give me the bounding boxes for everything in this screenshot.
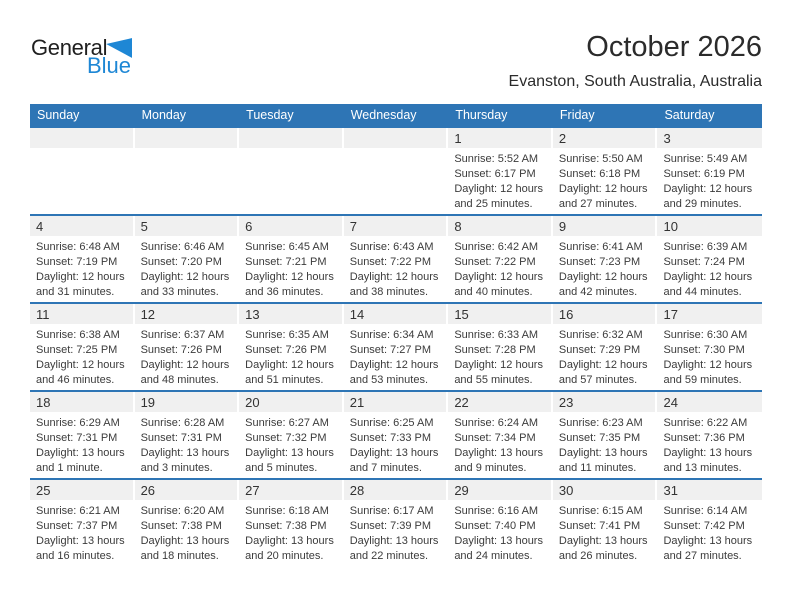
- day-cell: [30, 392, 135, 478]
- day-detail-line: Daylight: 12 hours: [140, 271, 230, 283]
- day-details: [657, 148, 762, 212]
- day-detail-line: Sunrise: 6:30 AM: [663, 329, 748, 341]
- day-detail-line: Sunset: 7:28 PM: [454, 344, 536, 356]
- day-details: [553, 500, 658, 564]
- day-number: 29: [448, 480, 551, 500]
- day-detail-line: Daylight: 13 hours: [245, 447, 334, 459]
- day-details: [553, 148, 658, 212]
- day-number: 5: [135, 216, 238, 236]
- day-cell: [657, 304, 762, 390]
- day-detail-line: Sunset: 7:37 PM: [36, 520, 118, 532]
- day-detail-line: and 40 minutes.: [454, 286, 533, 298]
- day-details: [239, 148, 344, 152]
- day-detail-line: and 18 minutes.: [140, 550, 219, 562]
- day-details: [448, 236, 553, 300]
- day-number: 23: [553, 392, 656, 412]
- day-cell: [135, 304, 240, 390]
- day-detail-line: Sunset: 7:22 PM: [454, 256, 536, 268]
- day-detail-line: Sunrise: 6:42 AM: [454, 241, 539, 253]
- week-row: [30, 126, 762, 214]
- logo-text-general: General: [31, 35, 108, 60]
- day-detail-line: Sunrise: 6:43 AM: [349, 241, 434, 253]
- day-detail-line: and 36 minutes.: [245, 286, 324, 298]
- day-detail-line: Daylight: 12 hours: [663, 271, 753, 283]
- day-detail-line: Sunrise: 5:52 AM: [454, 153, 539, 165]
- day-cell-empty: [135, 128, 240, 214]
- day-detail-line: Sunrise: 6:15 AM: [558, 505, 643, 517]
- day-detail-line: and 33 minutes.: [140, 286, 219, 298]
- day-detail-line: Sunset: 7:26 PM: [245, 344, 327, 356]
- day-detail-line: Daylight: 12 hours: [245, 359, 334, 371]
- day-cell: [657, 392, 762, 478]
- day-detail-line: Sunset: 7:26 PM: [140, 344, 222, 356]
- day-detail-line: Daylight: 12 hours: [454, 183, 543, 195]
- day-details: [448, 500, 553, 564]
- day-detail-line: Sunset: 7:31 PM: [140, 432, 222, 444]
- day-cell: [135, 392, 240, 478]
- day-detail-line: Daylight: 12 hours: [454, 271, 543, 283]
- day-cell: [448, 304, 553, 390]
- day-number: 1: [448, 128, 551, 148]
- day-number: 30: [553, 480, 656, 500]
- day-detail-line: Sunrise: 6:33 AM: [454, 329, 539, 341]
- day-detail-line: and 53 minutes.: [349, 374, 429, 386]
- day-details: [657, 500, 762, 564]
- calendar: [30, 104, 762, 566]
- day-number: [344, 128, 447, 148]
- day-number: 16: [553, 304, 656, 324]
- weekday-header-monday: Monday: [141, 108, 187, 122]
- day-details: [239, 500, 344, 564]
- day-cell: [553, 216, 658, 302]
- week-row: [30, 302, 762, 390]
- day-detail-line: Sunset: 7:38 PM: [140, 520, 222, 532]
- day-number: [135, 128, 238, 148]
- day-number: 27: [239, 480, 342, 500]
- day-number: 17: [657, 304, 762, 324]
- weekday-header-tuesday: Tuesday: [246, 108, 294, 122]
- day-number: 10: [657, 216, 762, 236]
- day-detail-line: Daylight: 12 hours: [558, 183, 648, 195]
- day-detail-line: Sunrise: 5:49 AM: [663, 153, 748, 165]
- day-details: [553, 324, 658, 388]
- day-number: 20: [239, 392, 342, 412]
- day-cell: [448, 216, 553, 302]
- day-cell: [448, 392, 553, 478]
- day-number: 2: [553, 128, 656, 148]
- day-detail-line: Sunrise: 6:27 AM: [245, 417, 329, 429]
- day-detail-line: Sunrise: 6:24 AM: [454, 417, 539, 429]
- day-number: [239, 128, 342, 148]
- day-detail-line: Daylight: 13 hours: [36, 535, 125, 547]
- day-detail-line: Sunset: 7:40 PM: [454, 520, 536, 532]
- day-detail-line: Sunset: 6:19 PM: [663, 168, 745, 180]
- day-details: [553, 236, 658, 300]
- day-detail-line: Sunrise: 6:16 AM: [454, 505, 539, 517]
- day-details: [30, 500, 135, 564]
- day-detail-line: and 1 minute.: [36, 462, 103, 474]
- day-detail-line: Sunset: 7:23 PM: [558, 256, 641, 268]
- day-detail-line: Sunrise: 6:25 AM: [349, 417, 434, 429]
- day-detail-line: Daylight: 13 hours: [663, 447, 753, 459]
- day-cell: [553, 128, 658, 214]
- day-details: [448, 324, 553, 388]
- day-detail-line: Sunrise: 6:17 AM: [349, 505, 434, 517]
- day-number: 18: [30, 392, 133, 412]
- day-details: [239, 412, 344, 476]
- day-detail-line: and 9 minutes.: [454, 462, 527, 474]
- day-detail-line: Sunrise: 6:45 AM: [245, 241, 329, 253]
- day-detail-line: Sunset: 7:41 PM: [558, 520, 641, 532]
- day-cell: [344, 392, 449, 478]
- day-details: [344, 324, 449, 388]
- day-details: [657, 412, 762, 476]
- day-cell: [448, 480, 553, 566]
- day-detail-line: Sunrise: 6:29 AM: [36, 417, 120, 429]
- day-detail-line: and 27 minutes.: [663, 550, 742, 562]
- day-detail-line: Daylight: 13 hours: [140, 447, 230, 459]
- day-number: 28: [344, 480, 447, 500]
- day-detail-line: and 59 minutes.: [663, 374, 742, 386]
- day-number: 25: [30, 480, 133, 500]
- day-number: 12: [135, 304, 238, 324]
- day-detail-line: and 31 minutes.: [36, 286, 115, 298]
- day-number: 14: [344, 304, 447, 324]
- day-cell-empty: [344, 128, 449, 214]
- day-number: 26: [135, 480, 238, 500]
- day-number: 24: [657, 392, 762, 412]
- day-number: 7: [344, 216, 447, 236]
- day-details: [30, 148, 135, 152]
- day-detail-line: and 16 minutes.: [36, 550, 115, 562]
- weekday-header-thursday: Thursday: [455, 108, 508, 122]
- day-cell: [344, 304, 449, 390]
- day-number: [30, 128, 133, 148]
- week-row: [30, 478, 762, 566]
- day-details: [30, 412, 135, 476]
- weekday-header-friday: Friday: [559, 108, 595, 122]
- day-detail-line: and 3 minutes.: [140, 462, 213, 474]
- day-detail-line: and 51 minutes.: [245, 374, 324, 386]
- day-detail-line: Daylight: 13 hours: [558, 535, 648, 547]
- day-details: [344, 236, 449, 300]
- day-details: [135, 148, 240, 152]
- day-detail-line: Sunrise: 6:37 AM: [140, 329, 225, 341]
- day-detail-line: Sunset: 7:33 PM: [349, 432, 432, 444]
- day-number: 6: [239, 216, 342, 236]
- day-detail-line: Sunrise: 6:20 AM: [140, 505, 225, 517]
- day-detail-line: Sunset: 7:39 PM: [349, 520, 432, 532]
- day-detail-line: and 55 minutes.: [454, 374, 533, 386]
- day-number: 31: [657, 480, 762, 500]
- weekday-header-sunday: Sunday: [37, 108, 80, 122]
- day-detail-line: Sunrise: 5:50 AM: [558, 153, 643, 165]
- day-cell: [553, 480, 658, 566]
- week-row: [30, 214, 762, 302]
- day-detail-line: Daylight: 12 hours: [558, 359, 648, 371]
- day-detail-line: Daylight: 13 hours: [663, 535, 753, 547]
- day-detail-line: Daylight: 12 hours: [558, 271, 648, 283]
- day-details: [135, 500, 240, 564]
- day-cell: [239, 216, 344, 302]
- day-cell: [344, 216, 449, 302]
- day-detail-line: Sunrise: 6:46 AM: [140, 241, 225, 253]
- day-detail-line: Sunrise: 6:48 AM: [36, 241, 120, 253]
- day-detail-line: Daylight: 12 hours: [663, 183, 753, 195]
- day-detail-line: Daylight: 12 hours: [36, 271, 125, 283]
- day-detail-line: Daylight: 12 hours: [349, 271, 439, 283]
- day-number: 3: [657, 128, 762, 148]
- day-detail-line: and 7 minutes.: [349, 462, 422, 474]
- day-detail-line: Daylight: 13 hours: [349, 447, 439, 459]
- day-cell-empty: [239, 128, 344, 214]
- day-detail-line: Sunset: 7:21 PM: [245, 256, 327, 268]
- day-details: [344, 412, 449, 476]
- day-details: [657, 324, 762, 388]
- day-detail-line: Sunrise: 6:21 AM: [36, 505, 120, 517]
- day-cell: [135, 480, 240, 566]
- day-cell: [657, 128, 762, 214]
- day-detail-line: and 25 minutes.: [454, 198, 533, 210]
- day-details: [344, 500, 449, 564]
- day-detail-line: Sunrise: 6:39 AM: [663, 241, 748, 253]
- day-detail-line: and 13 minutes.: [663, 462, 742, 474]
- day-detail-line: and 44 minutes.: [663, 286, 742, 298]
- day-cell-empty: [30, 128, 135, 214]
- month-title: October 2026: [586, 31, 762, 63]
- weekday-header-wednesday: Wednesday: [350, 108, 417, 122]
- generalblue-logo: [31, 37, 132, 77]
- day-details: [553, 412, 658, 476]
- day-detail-line: Daylight: 13 hours: [349, 535, 439, 547]
- day-detail-line: and 48 minutes.: [140, 374, 219, 386]
- day-detail-line: Sunrise: 6:41 AM: [558, 241, 643, 253]
- day-detail-line: Sunset: 7:19 PM: [36, 256, 118, 268]
- day-detail-line: and 26 minutes.: [558, 550, 638, 562]
- day-detail-line: Sunset: 7:20 PM: [140, 256, 222, 268]
- day-detail-line: Daylight: 13 hours: [558, 447, 648, 459]
- day-detail-line: and 22 minutes.: [349, 550, 429, 562]
- day-details: [30, 236, 135, 300]
- day-details: [135, 236, 240, 300]
- day-detail-line: Sunset: 7:29 PM: [558, 344, 641, 356]
- day-detail-line: Sunset: 7:36 PM: [663, 432, 745, 444]
- day-detail-line: and 29 minutes.: [663, 198, 742, 210]
- day-number: 13: [239, 304, 342, 324]
- logo-text-blue: Blue: [87, 53, 132, 78]
- day-detail-line: Sunrise: 6:35 AM: [245, 329, 329, 341]
- day-details: [135, 412, 240, 476]
- day-detail-line: Sunset: 7:31 PM: [36, 432, 118, 444]
- day-cell: [239, 392, 344, 478]
- day-detail-line: Sunset: 7:35 PM: [558, 432, 641, 444]
- day-cell: [657, 480, 762, 566]
- day-number: 15: [448, 304, 551, 324]
- day-detail-line: Daylight: 13 hours: [454, 447, 543, 459]
- day-detail-line: Sunset: 7:27 PM: [349, 344, 432, 356]
- day-detail-line: Sunrise: 6:34 AM: [349, 329, 434, 341]
- day-detail-line: Daylight: 13 hours: [36, 447, 125, 459]
- day-detail-line: Sunset: 7:25 PM: [36, 344, 118, 356]
- day-detail-line: Daylight: 13 hours: [454, 535, 543, 547]
- day-detail-line: Sunset: 7:30 PM: [663, 344, 745, 356]
- day-cell: [30, 304, 135, 390]
- day-detail-line: Daylight: 12 hours: [36, 359, 125, 371]
- title-block: [509, 32, 762, 91]
- day-number: 8: [448, 216, 551, 236]
- day-cell: [657, 216, 762, 302]
- day-details: [448, 412, 553, 476]
- day-details: [344, 148, 449, 152]
- day-detail-line: and 20 minutes.: [245, 550, 324, 562]
- day-cell: [239, 304, 344, 390]
- day-detail-line: Sunset: 7:34 PM: [454, 432, 536, 444]
- day-cell: [553, 304, 658, 390]
- day-details: [135, 324, 240, 388]
- day-detail-line: Sunset: 7:38 PM: [245, 520, 327, 532]
- week-row: [30, 390, 762, 478]
- day-number: 21: [344, 392, 447, 412]
- day-detail-line: Sunrise: 6:23 AM: [558, 417, 643, 429]
- day-detail-line: Sunrise: 6:28 AM: [140, 417, 225, 429]
- day-detail-line: and 27 minutes.: [558, 198, 638, 210]
- day-detail-line: Sunrise: 6:38 AM: [36, 329, 120, 341]
- day-detail-line: Daylight: 12 hours: [245, 271, 334, 283]
- day-detail-line: Daylight: 12 hours: [663, 359, 753, 371]
- day-details: [239, 324, 344, 388]
- day-cell: [344, 480, 449, 566]
- day-detail-line: and 46 minutes.: [36, 374, 115, 386]
- day-detail-line: Sunrise: 6:32 AM: [558, 329, 643, 341]
- day-detail-line: and 11 minutes.: [558, 462, 637, 474]
- day-cell: [30, 216, 135, 302]
- day-details: [239, 236, 344, 300]
- day-detail-line: Daylight: 13 hours: [140, 535, 230, 547]
- day-details: [657, 236, 762, 300]
- day-detail-line: and 5 minutes.: [245, 462, 318, 474]
- day-detail-line: Sunset: 6:17 PM: [454, 168, 536, 180]
- day-cell: [30, 480, 135, 566]
- day-detail-line: Sunset: 7:32 PM: [245, 432, 327, 444]
- day-cell: [135, 216, 240, 302]
- day-details: [30, 324, 135, 388]
- day-detail-line: Sunset: 7:22 PM: [349, 256, 432, 268]
- day-detail-line: and 24 minutes.: [454, 550, 533, 562]
- day-number: 22: [448, 392, 551, 412]
- day-detail-line: Sunset: 7:24 PM: [663, 256, 745, 268]
- day-number: 9: [553, 216, 656, 236]
- day-detail-line: Sunrise: 6:22 AM: [663, 417, 748, 429]
- day-detail-line: and 57 minutes.: [558, 374, 638, 386]
- day-details: [448, 148, 553, 212]
- day-detail-line: Sunrise: 6:18 AM: [245, 505, 329, 517]
- day-cell: [553, 392, 658, 478]
- day-cell: [239, 480, 344, 566]
- day-detail-line: Daylight: 13 hours: [245, 535, 334, 547]
- day-number: 19: [135, 392, 238, 412]
- location-subtitle: Evanston, South Australia, Australia: [508, 72, 762, 90]
- weekday-header-row: [30, 104, 762, 126]
- calendar-grid: [30, 126, 762, 566]
- day-detail-line: and 38 minutes.: [349, 286, 429, 298]
- day-detail-line: Sunset: 7:42 PM: [663, 520, 745, 532]
- day-number: 4: [30, 216, 133, 236]
- day-detail-line: Daylight: 12 hours: [140, 359, 230, 371]
- day-detail-line: Sunrise: 6:14 AM: [663, 505, 748, 517]
- day-detail-line: Sunset: 6:18 PM: [558, 168, 641, 180]
- weekday-header-saturday: Saturday: [664, 108, 715, 122]
- day-detail-line: and 42 minutes.: [558, 286, 638, 298]
- day-detail-line: Daylight: 12 hours: [454, 359, 543, 371]
- day-cell: [448, 128, 553, 214]
- day-detail-line: Daylight: 12 hours: [349, 359, 439, 371]
- day-number: 11: [30, 304, 133, 324]
